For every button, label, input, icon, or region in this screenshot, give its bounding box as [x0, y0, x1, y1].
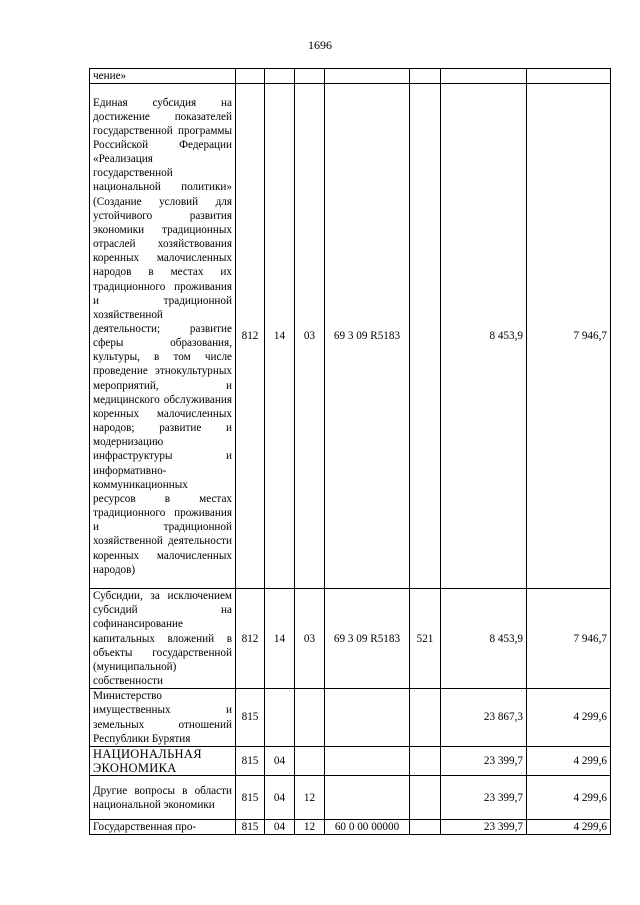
section-code: 04 [265, 746, 295, 775]
subsection-code: 12 [295, 820, 325, 835]
table-row [90, 746, 611, 775]
target-article: 69 3 09 R5183 [325, 84, 410, 589]
subsection-code [295, 746, 325, 775]
table-row [90, 69, 611, 84]
ministry-code: 815 [236, 820, 265, 835]
target-article [325, 689, 410, 747]
amount-1: 23 399,7 [441, 820, 527, 835]
section-code [265, 69, 295, 84]
expense-type [410, 84, 441, 589]
table-row [90, 776, 611, 820]
row-name: НАЦИОНАЛЬНАЯ ЭКОНОМИКА [90, 746, 236, 775]
expense-type [410, 69, 441, 84]
target-article: 60 0 00 00000 [325, 820, 410, 835]
expense-type [410, 689, 441, 747]
row-name: Другие вопросы в области национальной экономики [90, 776, 236, 820]
row-name: чение» [90, 69, 236, 84]
row-name: Единая субсидия на достижение показателей государственной программы Российской Федерации «Реализация государственной национальной политики» (Создание условий для устойчивого развития экономики традиционных отраслей хозяйствования коренных малочисленных народов в местах их традиционного проживания и традиционной хозяйственной деятельности; развитие сферы образования, культуры, в том числе проведение этнокультурных мероприятий, и медицинского обслуживания коренных малочисленных народов; развитие и модернизацию инфраструктуры и информативно-коммуникационных ресурсов в местах традиционного проживания и традиционной хозяйственной деятельности коренных малочисленных народов) [90, 84, 236, 589]
subsection-code [295, 69, 325, 84]
ministry-code [236, 69, 265, 84]
budget-table [89, 68, 611, 835]
subsection-code: 12 [295, 776, 325, 820]
amount-1: 23 399,7 [441, 746, 527, 775]
amount-2: 7 946,7 [527, 84, 611, 589]
amount-1 [441, 69, 527, 84]
target-article [325, 776, 410, 820]
section-code [265, 689, 295, 747]
table-row [90, 820, 611, 835]
amount-2: 4 299,6 [527, 746, 611, 775]
section-code: 04 [265, 776, 295, 820]
amount-2 [527, 69, 611, 84]
amount-1: 8 453,9 [441, 84, 527, 589]
ministry-code: 815 [236, 689, 265, 747]
subsection-code: 03 [295, 84, 325, 589]
target-article [325, 69, 410, 84]
expense-type [410, 776, 441, 820]
row-name: Государственная про- [90, 820, 236, 835]
ministry-code: 812 [236, 84, 265, 589]
row-name: Министерство имущественных и земельных отношений Республики Бурятия [90, 689, 236, 747]
ministry-code: 815 [236, 776, 265, 820]
ministry-code: 815 [236, 746, 265, 775]
section-code: 04 [265, 820, 295, 835]
table-row [90, 84, 611, 589]
subsection-code: 03 [295, 589, 325, 689]
ministry-code: 812 [236, 589, 265, 689]
table-row [90, 589, 611, 689]
amount-1: 23 867,3 [441, 689, 527, 747]
target-article [325, 746, 410, 775]
section-code: 14 [265, 84, 295, 589]
expense-type [410, 820, 441, 835]
amount-2: 4 299,6 [527, 820, 611, 835]
expense-type: 521 [410, 589, 441, 689]
expense-type [410, 746, 441, 775]
section-code: 14 [265, 589, 295, 689]
page-number: 1696 [308, 38, 332, 52]
table-row [90, 689, 611, 747]
amount-1: 23 399,7 [441, 776, 527, 820]
subsection-code [295, 689, 325, 747]
row-name: Субсидии, за исключением субсидий на софинансирование капитальных вложений в объекты государственной (муниципальной) собственности [90, 589, 236, 689]
amount-2: 7 946,7 [527, 589, 611, 689]
amount-2: 4 299,6 [527, 689, 611, 747]
amount-2: 4 299,6 [527, 776, 611, 820]
amount-1: 8 453,9 [441, 589, 527, 689]
target-article: 69 3 09 R5183 [325, 589, 410, 689]
